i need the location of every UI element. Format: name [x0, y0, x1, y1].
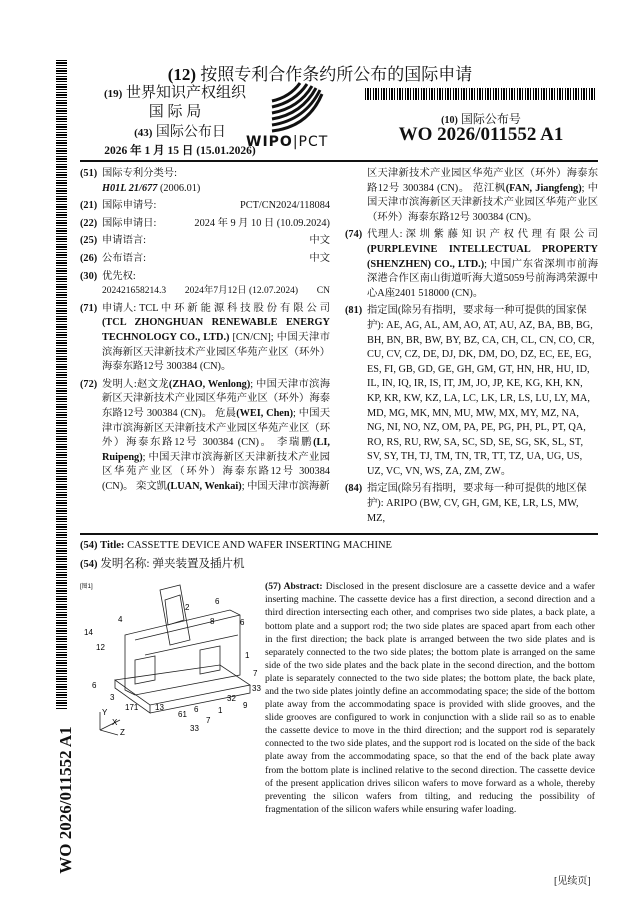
fig-label: 2	[185, 603, 190, 613]
fig-label: 4	[118, 615, 123, 625]
fig-label: 3	[110, 693, 115, 703]
organization: (19) 世界知识产权组织 国 际 局	[103, 85, 247, 120]
figure-labels	[84, 597, 261, 737]
fig-label: 13	[155, 703, 164, 713]
side-publication-number: WO 2026/011552 A1	[56, 726, 75, 874]
figure-caption: [图1]	[80, 584, 93, 591]
document-title: (12) 按照专利合作条约所公布的国际申请	[167, 65, 473, 84]
fig-label: 7	[206, 716, 211, 726]
fig-label: 6	[194, 705, 199, 715]
main-content	[80, 160, 598, 816]
wipo-pct-wordmark: WIPO|PCT	[246, 134, 329, 150]
fig-label: 8	[210, 617, 215, 627]
continued-note: [见续页]	[554, 876, 591, 887]
fig-label: 33	[252, 684, 261, 694]
bibliographic-right: 区天津新技术产业园区华苑产业区（环外）海泰东路12号 300384 (CN)。 范江枫(FAN, Jiangfeng); 中国天津市滨海新区天津新技术产业园区华苑产业区（环外）海泰东路12号 300384 (CN)。 (74) 代理人: 深 圳 紫 藤 知 识 产 权 代 理 有 限 公 司 (PURPLEVINE INTELLECTUAL PROPERTY (SHENZHEN) CO., LTD.); 中国广东省深圳市前海深港合作区南山街道听海大道5059号前海鸿荣源中心A座2401 518000 (CN)。 (81) 指定国(除另有指明，要求每一种可提供的国家保护): AE, AG, AL, AM, AO, AT, AU, AZ, BA, BB, BG, BH, BN, BR, BW, BY, BZ, CA, CH, CL, CN, CO, CR, CU, CV, CZ, DE, DJ, DK, DM, DO, DZ, EC, EE, EG, ES, FI, GB, GD, GE, GH, GM, GT, HN, HR, HU, ID, IL, IN, IQ, IR, IS, IT, JM, JO, JP, KE, KG, KH, KN, KP, KR, KW, KZ, LA, LC, LK, LR, LS, LU, LY, MA, MD, MG, MK, MN, MU, MW, MX, MY, MZ, NA, NG, NI, NO, NZ, OM, PA, PE, PG, PH, PL, PT, QA, RO, RS, RU, RW, SA, SC, SD, SE, SG, SK, SL, ST, SV, SY, TH, TJ, TM, TN, TR, TT, TZ, UA, UG, US, UZ, VC, VN, WS, ZA, ZM, ZW。 (84) 指定国(除另有指明，要求每一种可提供的地区保护): ARIPO (BW, CV, GH, GM, KE, LR, LS, MW, MZ,	[345, 168, 599, 524]
fig-label: 12	[96, 643, 105, 653]
patent-figure	[80, 580, 261, 738]
fig-label: 6	[240, 618, 245, 628]
fig-label: 14	[84, 628, 93, 638]
bibliographic-left: (51) 国际专利分类号: H01L 21/677 (2006.01) (21) 国际申请号: PCT/CN2024/118084 (22) 国际申请日: 2024 年 9 月 10 日 (10.09.2024) (25) 申请语言: 中文 (26) 公布语言: 中文 (30) 优先权: 202421658214.3 2024年7月12日 (12.07.2024) CN (71) 申请人: TCL 中 环 新 能 源 科 技 股 份 有 限 公 司 (TCL ZHONGHUAN RENEWABLE ENERGY TECHNOLOGY CO., LTD.) [CN/CN]; 中国天津市滨海新区天津新技术产业园区华苑产业区（环外）海泰东路12号 300384 (CN)。 (72) 发明人:赵文龙(ZHAO, Wenlong); 中国天津市滨海新区天津新技术产业园区华苑产业区（环外）海泰东路12号 300384 (CN)。 危晨(WEI, Chen); 中国天津市滨海新区天津新技术产业园区华苑产业区（环外）海泰东路12号 300384 (CN)。 李瑞鹏(LI, Ruipeng); 中国天津市滨海新区天津新技术产业园区华苑产业区（环外）海泰东路12号 300384 (CN)。 栾文凯(LUAN, Wenkai); 中国天津市滨海新	[80, 168, 331, 492]
fig-label: 32	[227, 694, 236, 704]
fig-label: 9	[243, 701, 248, 711]
fig-label: 33	[190, 724, 199, 734]
fig-label: 61	[178, 710, 187, 720]
fig-label: 6	[215, 597, 220, 607]
abstract: (57) Abstract: Disclosed in the present disclosure are a cassette device and a wafer inserting machine. The cassette device has a first direction, a second direction and a third direction intersecting each other, and comprises two side plates, a back plate, a bottom plate and a support rod; the two side plates are spaced apart from each other in the first direction; the back plate is arranged between the two side plates and is separately connected to the two side plates; the bottom plate is arranged on the same side of the two side plates and the back plate in the second direction, and the bottom plate is separately connected to the two side plates; the bottom plate, the back plate, and the two side plates jointly define an accommodating space; the side of the bottom plate away from the accommodating space is provided with slide grooves, and the slide grooves are configured to work in conjunction with a slide rail so as to enable the cassette device to move in the third direction; and the support rod is separately connected to the two side plates, and the support rod is located on the side of the back plate away from the accommodating space, so that the end of the back plate away from the bottom plate is inclined relative to the second direction. The cassette device of the present application drives silicon wafers to move forward as a whole, thereby preventing the silicon wafers from tilting, and reducing the possibility of fragmentation of the silicon wafers while ensuring wafer loading.	[265, 581, 595, 815]
divider	[80, 533, 598, 535]
axis-label: X	[112, 718, 118, 728]
publication-date: (43) 国际公布日 2026 年 1 月 15 日 (15.01.2026)	[104, 125, 256, 157]
publication-number-label: (10) 国际公布号	[441, 112, 521, 126]
publication-number: WO 2026/011552 A1	[398, 124, 564, 145]
axis-label: Y	[102, 708, 108, 718]
side-barcode	[56, 60, 67, 710]
divider	[80, 160, 598, 162]
fig-label: 1	[245, 651, 250, 661]
fig-label: 6	[92, 681, 97, 691]
fig-label: 171	[125, 703, 139, 713]
axis-label: Z	[120, 728, 125, 738]
title-section: (54) Title: CASSETTE DEVICE AND WAFER INSERTING MACHINE (54) 发明名称: 弹夹装置及插片机	[80, 540, 392, 571]
fig-label: 1	[218, 706, 223, 716]
fig-label: 7	[253, 669, 258, 679]
barcode	[365, 88, 597, 100]
